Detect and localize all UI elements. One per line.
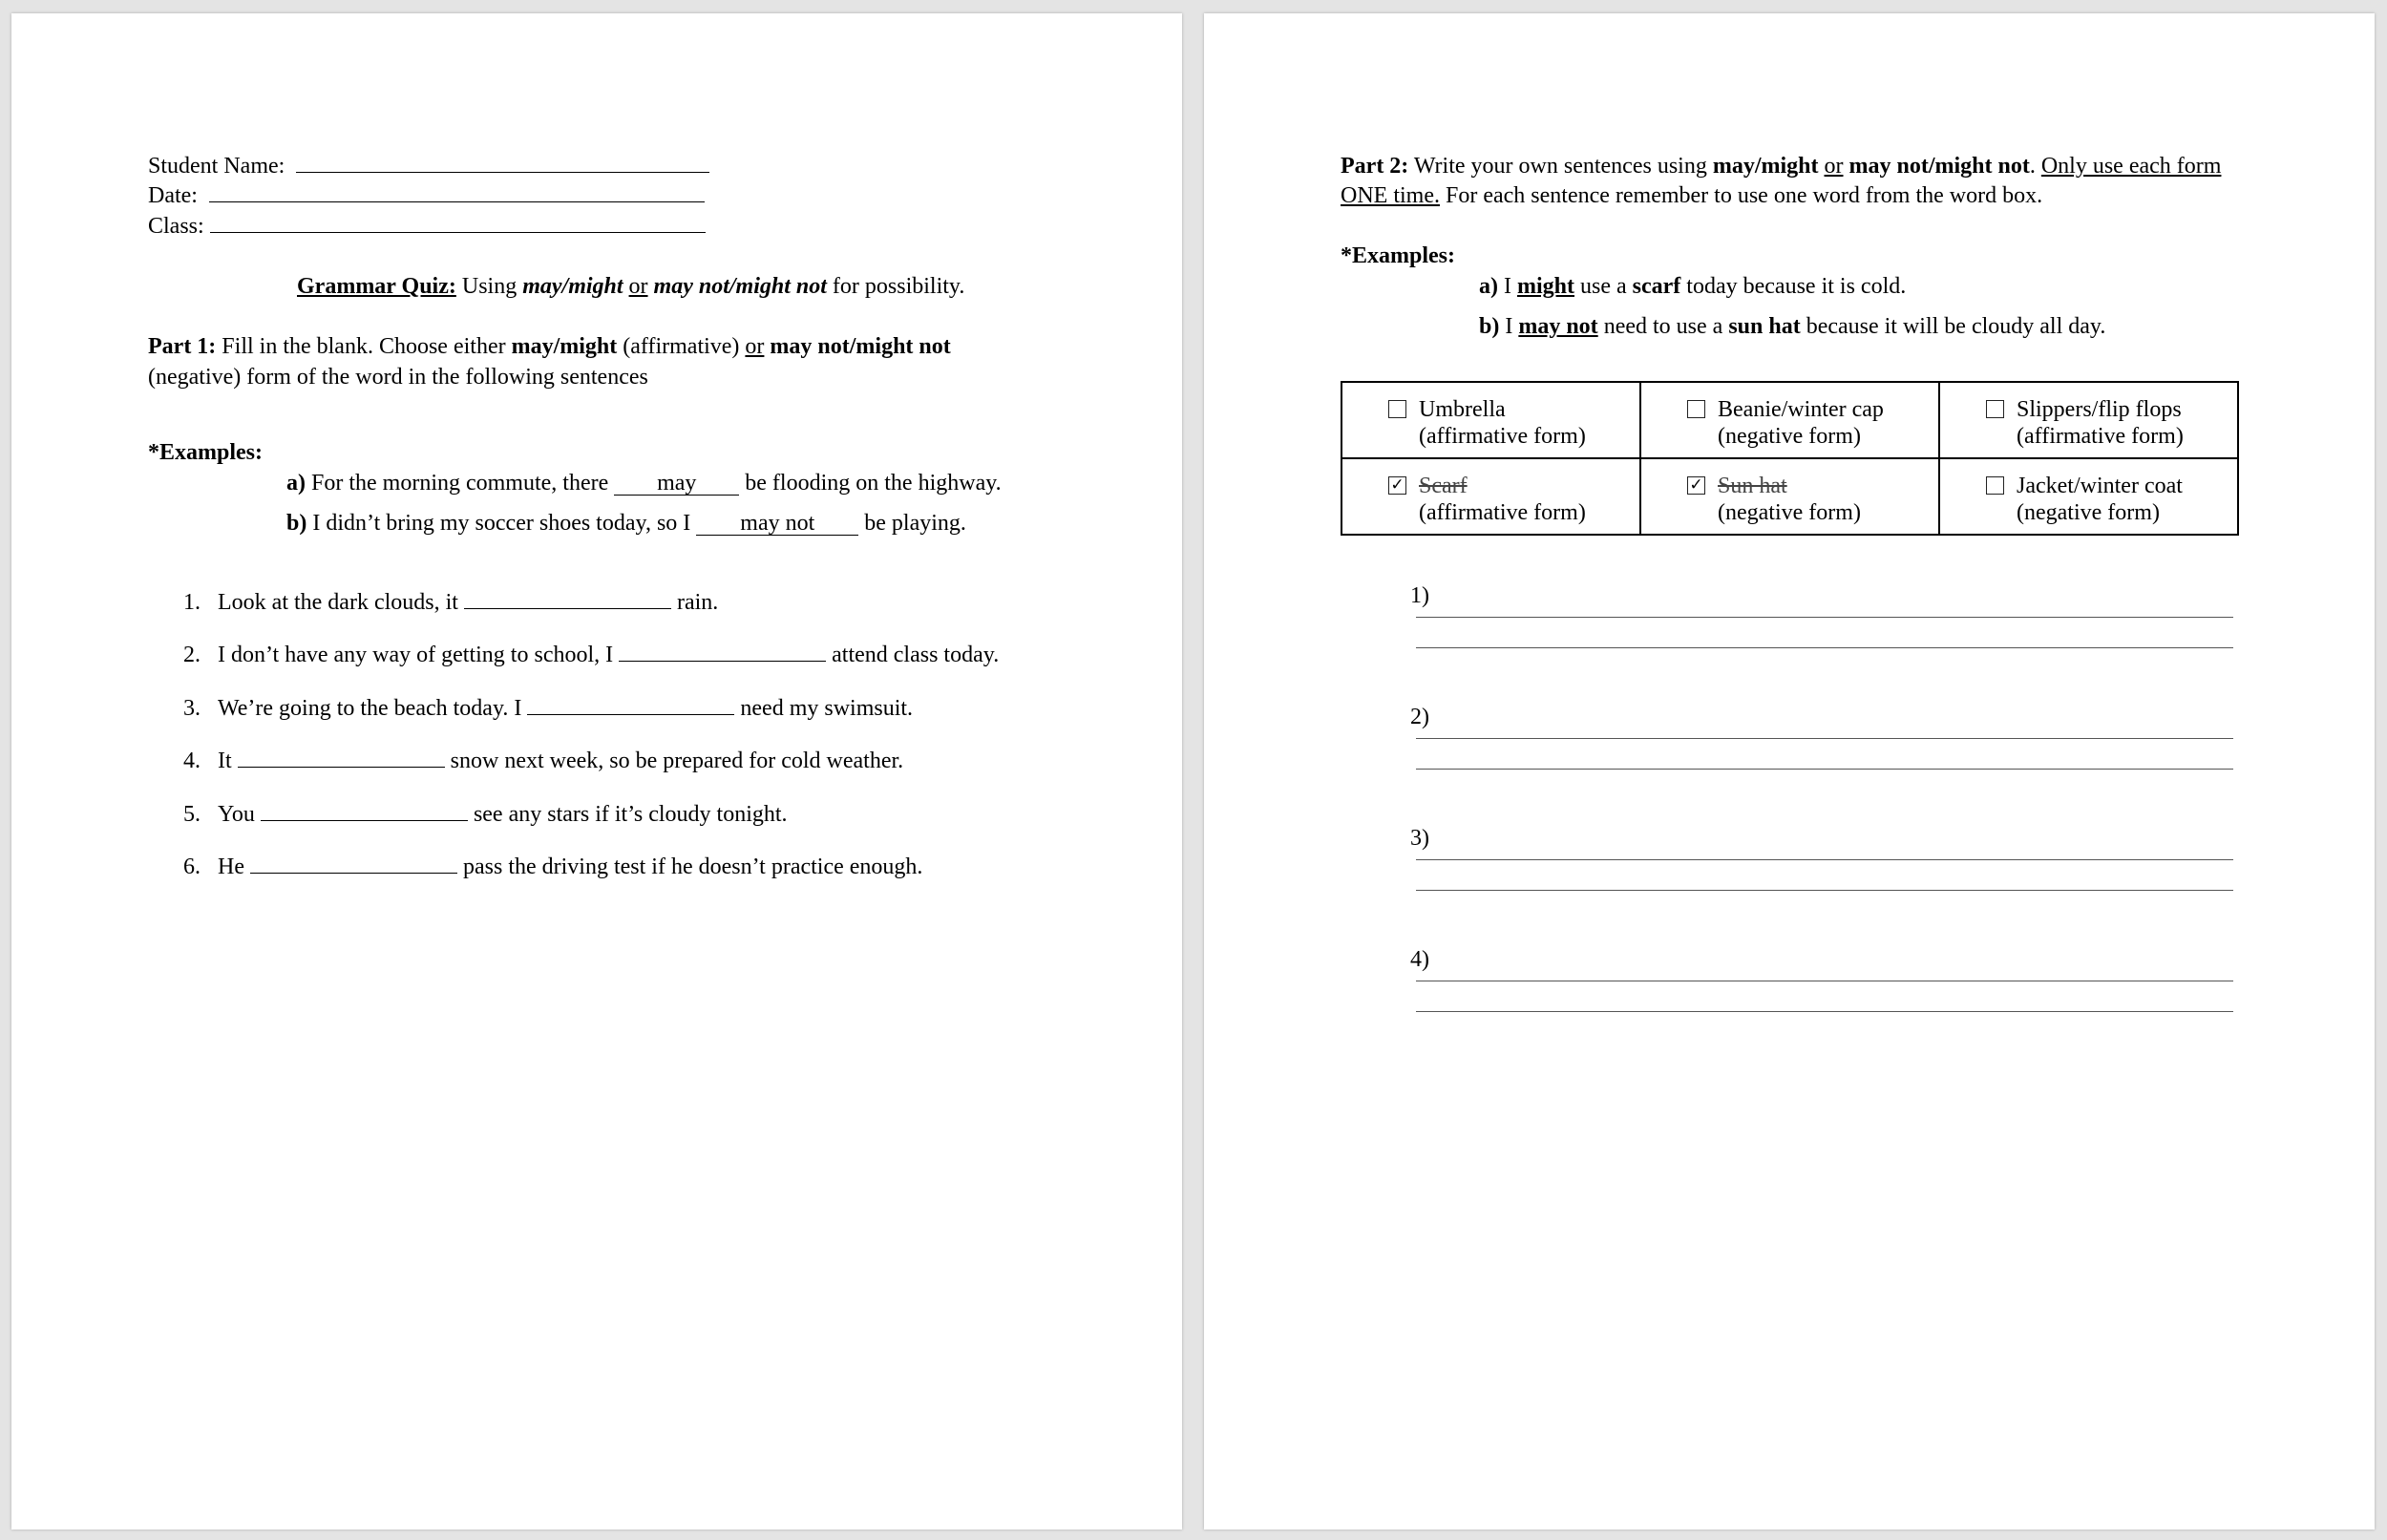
word-box-cell <box>1341 458 1640 535</box>
answer-blank[interactable] <box>250 852 457 874</box>
word-box-word: Sun hat <box>1718 474 1787 498</box>
question-text: pass the driving test if he doesn’t practice enough. <box>456 854 923 879</box>
title-modal-affirmative: may/might <box>522 274 623 299</box>
word-box-cell <box>1640 458 1939 535</box>
checkbox-checked-icon[interactable]: ✓ <box>1687 476 1705 495</box>
question-text: I don’t have any way of getting to school, I <box>218 643 620 667</box>
checkbox-empty-icon[interactable] <box>1388 400 1406 418</box>
part1-label: Part 1: <box>148 334 217 359</box>
word-box-form: (negative form) <box>1718 424 1861 449</box>
part2-or: or <box>1824 154 1844 179</box>
question-2 <box>183 640 999 670</box>
page-2 <box>1204 13 2375 1529</box>
question-text: rain. <box>670 590 719 615</box>
example-letter: b) <box>286 511 307 536</box>
class-field <box>148 211 706 242</box>
student-name-label: Student Name: <box>148 154 285 179</box>
answer-line[interactable] <box>1416 890 2233 891</box>
example-modal: might <box>1517 274 1574 299</box>
part2-instructions-line2 <box>1341 180 2042 211</box>
answer-number: 3) <box>1410 826 1429 851</box>
question-number: 1. <box>183 590 201 615</box>
answer-line[interactable] <box>1416 1011 2233 1012</box>
answer-number: 4) <box>1410 947 1429 972</box>
answer-blank[interactable] <box>619 640 826 662</box>
class-line[interactable] <box>210 211 706 233</box>
question-text: We’re going to the beach today. I <box>218 696 528 721</box>
example-word: scarf <box>1632 274 1681 299</box>
question-text: He <box>218 854 250 879</box>
checkbox-empty-icon[interactable] <box>1687 400 1705 418</box>
answer-blank[interactable] <box>261 799 468 821</box>
question-text: see any stars if it’s cloudy tonight. <box>467 802 788 827</box>
example-text: need to use a <box>1597 314 1729 339</box>
part1-modal-negative: may not/might not <box>770 334 951 359</box>
part1-or: or <box>745 334 765 359</box>
question-text: Look at the dark clouds, it <box>218 590 464 615</box>
answer-line[interactable] <box>1416 769 2233 770</box>
checkbox-checked-icon[interactable]: ✓ <box>1388 476 1406 495</box>
answer-line[interactable] <box>1416 647 2233 648</box>
word-box-cell <box>1939 458 2238 535</box>
examples-label <box>148 437 263 468</box>
quiz-title-label: Grammar Quiz: <box>297 274 456 299</box>
example-text: I didn’t bring my soccer shoes today, so I <box>306 511 697 536</box>
example-letter: b) <box>1479 314 1500 339</box>
question-5 <box>183 799 788 830</box>
word-box-word: Slippers/flip flops <box>2017 397 2182 422</box>
example-text: For the morning commute, there <box>306 471 615 496</box>
part1-text: (affirmative) <box>617 334 746 359</box>
question-6 <box>183 852 922 882</box>
examples-label-text: *Examples: <box>148 440 263 465</box>
example-text: today because it is cold. <box>1680 274 1907 299</box>
question-text: You <box>218 802 261 827</box>
example-letter: a) <box>286 471 306 496</box>
word-box-cell <box>1939 382 2238 458</box>
date-field <box>148 180 705 211</box>
title-text: for possibility. <box>826 274 965 299</box>
word-box-form: (affirmative form) <box>2017 424 2184 449</box>
example-a <box>1479 271 1906 302</box>
part2-text: . <box>2029 154 2041 179</box>
word-box-word: Umbrella <box>1419 397 1506 422</box>
title-text: Using <box>455 274 523 299</box>
examples-label <box>1341 241 1455 271</box>
part1-instructions-line1 <box>148 331 951 362</box>
answer-blank[interactable] <box>464 587 671 609</box>
example-text: use a <box>1574 274 1633 299</box>
question-number: 2. <box>183 643 201 667</box>
title-modal-negative: may not/might not <box>653 274 827 299</box>
part2-rule: ONE time. <box>1341 183 1440 208</box>
example-word: sun hat <box>1728 314 1801 339</box>
word-box-word: Beanie/winter cap <box>1718 397 1884 422</box>
question-text: snow next week, so be prepared for cold weather. <box>444 749 904 773</box>
example-answer: may not <box>696 512 858 536</box>
answer-line[interactable] <box>1416 738 2233 739</box>
answer-blank[interactable] <box>238 746 445 768</box>
examples-label-text: *Examples: <box>1341 243 1455 268</box>
word-box-form: (negative form) <box>1718 500 1861 525</box>
question-number: 4. <box>183 749 201 773</box>
part2-rule: Only use each form <box>2040 154 2222 179</box>
word-box-cell <box>1640 382 1939 458</box>
quiz-title <box>297 271 964 302</box>
word-box <box>1341 381 2239 536</box>
example-b <box>1479 311 2105 342</box>
part2-text: Write your own sentences using <box>1408 154 1713 179</box>
example-text: I <box>1498 274 1517 299</box>
word-box-cell <box>1341 382 1640 458</box>
answer-number: 1) <box>1410 583 1429 608</box>
part2-text: For each sentence remember to use one word from the word box. <box>1439 183 2043 208</box>
question-1 <box>183 587 718 618</box>
example-modal: may not <box>1518 314 1598 339</box>
word-box-form: (affirmative form) <box>1419 500 1586 525</box>
question-3 <box>183 693 913 724</box>
answer-number: 2) <box>1410 705 1429 729</box>
answer-line[interactable] <box>1416 859 2233 860</box>
student-name-field <box>148 151 709 181</box>
question-text: need my swimsuit. <box>734 696 914 721</box>
part2-instructions-line1 <box>1341 151 2221 181</box>
example-text: be flooding on the highway. <box>739 471 1002 496</box>
word-box-word: Jacket/winter coat <box>2017 474 2183 498</box>
class-label: Class: <box>148 214 204 239</box>
checkbox-empty-icon[interactable] <box>1986 400 2004 418</box>
question-4 <box>183 746 903 776</box>
part2-modal-affirmative: may/might <box>1712 154 1819 179</box>
answer-blank[interactable] <box>527 693 734 715</box>
example-letter: a) <box>1479 274 1498 299</box>
question-text: attend class today. <box>826 643 1000 667</box>
word-box-word: Scarf <box>1419 474 1468 498</box>
example-text: be playing. <box>858 511 966 536</box>
question-number: 5. <box>183 802 201 827</box>
question-number: 3. <box>183 696 201 721</box>
part1-instructions-line2: (negative) form of the word in the following sentences <box>148 365 648 390</box>
part1-modal-affirmative: may/might <box>511 334 618 359</box>
answer-line[interactable] <box>1416 617 2233 618</box>
part2-label: Part 2: <box>1341 154 1409 179</box>
question-number: 6. <box>183 854 201 879</box>
student-name-line[interactable] <box>296 151 709 173</box>
date-line[interactable] <box>209 180 705 202</box>
example-b <box>286 508 966 538</box>
page-1 <box>11 13 1182 1529</box>
question-text: It <box>218 749 238 773</box>
word-box-form: (negative form) <box>2017 500 2160 525</box>
example-answer: may <box>614 472 739 496</box>
date-label: Date: <box>148 183 198 208</box>
word-box-row <box>1341 382 2238 458</box>
word-box-form: (affirmative form) <box>1419 424 1586 449</box>
checkbox-empty-icon[interactable] <box>1986 476 2004 495</box>
example-text: because it will be cloudy all day. <box>1800 314 2106 339</box>
example-text: I <box>1499 314 1519 339</box>
example-a <box>286 468 1002 498</box>
part2-modal-negative: may not/might not <box>1848 154 2030 179</box>
word-box-row <box>1341 458 2238 535</box>
title-or: or <box>628 274 648 299</box>
part1-text: Fill in the blank. Choose either <box>216 334 512 359</box>
